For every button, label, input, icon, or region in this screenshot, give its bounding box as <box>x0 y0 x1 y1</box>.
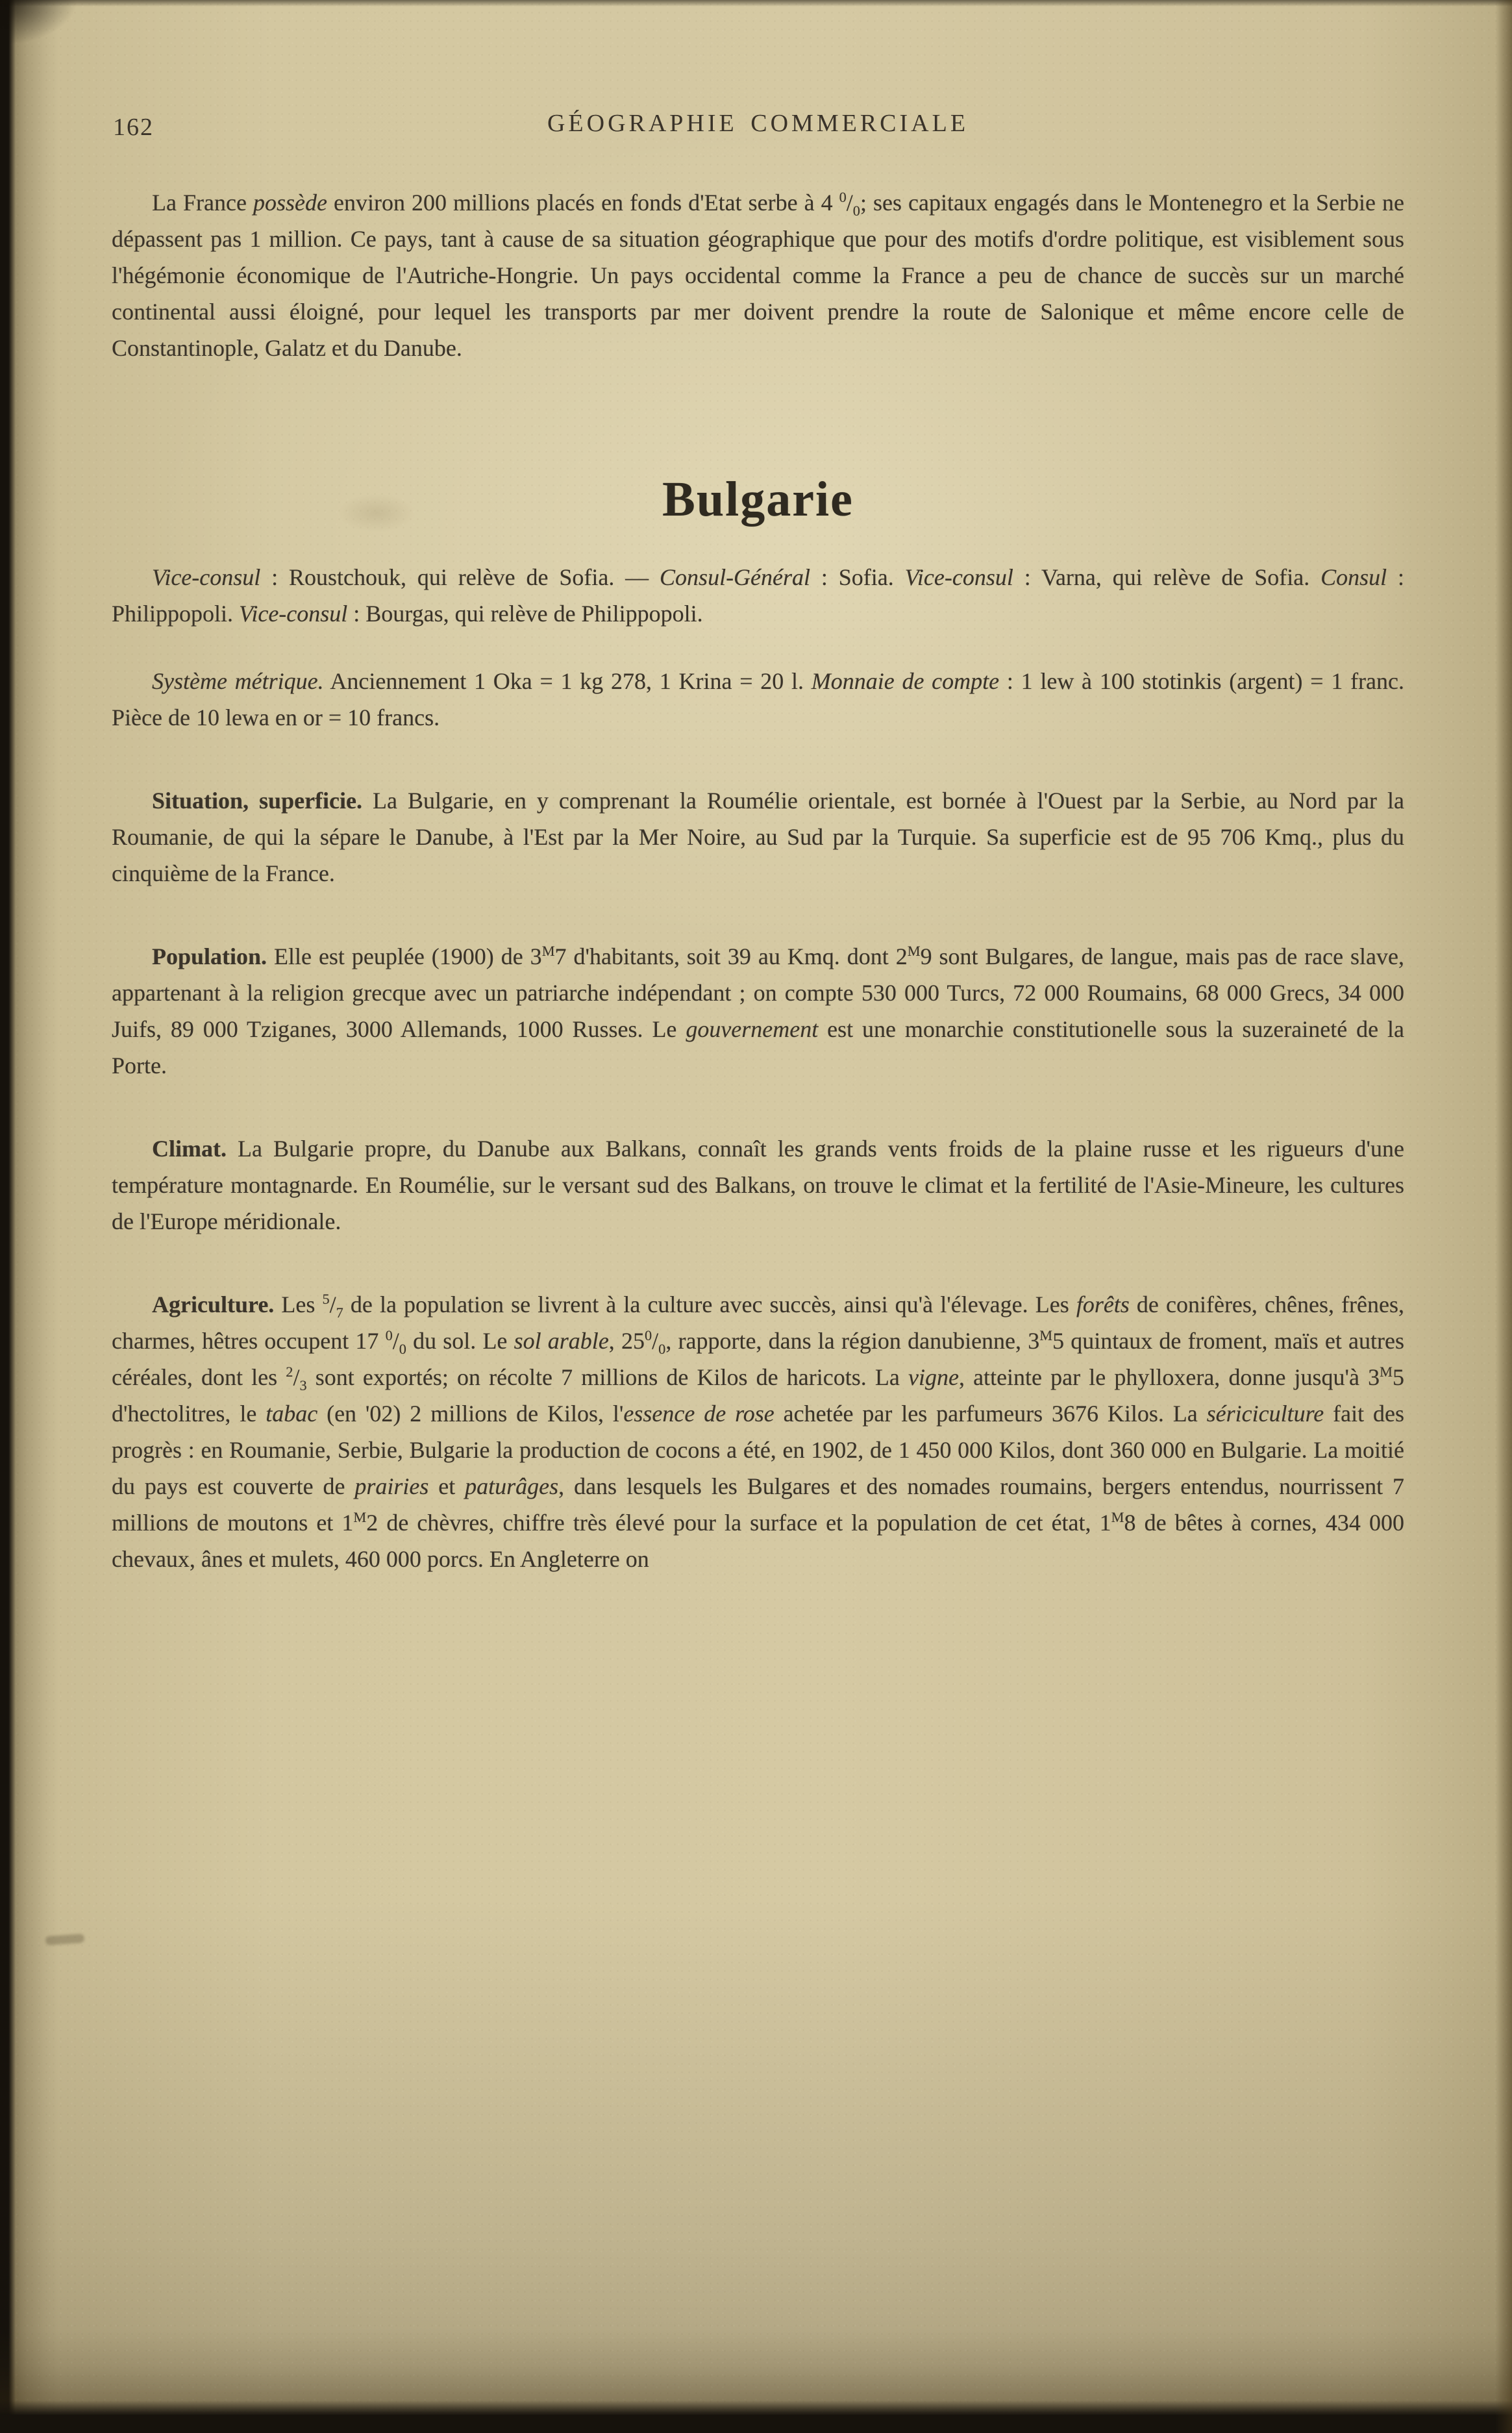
paragraph-intro: La France possède environ 200 millions placés en fonds d'Etat serbe à 4 $^0/_0$; ses capitaux engagés dans le Montenegro et la Serbie ne dépassent pas 1 million. Ce pays, tant à cause de sa situation géographique que pour des motifs d'ordre politique, est visiblement sous l'hégémonie économique de l'Autriche-Hongrie. Un pays occidental comme la France a peu de chance de succès sur un marché continental aussi éloigné, pour lequel les transports par mer doivent prendre la route de Salonique et même encore celle de Constantinople, Galatz et du Danube. <box>112 189 1404 361</box>
section-population: Population. Elle est peuplée (1900) de $3^M7$ d'habitants, soit 39 au Kmq. dont $2^M9$ sont Bulgares, de langue, mais pas de race slave, appartenant à la religion grecque avec un patriarche indépendant ; on compte 530 000 Turcs, 72 000 Roumains, 68 000 Grecs, 34 000 Juifs, 89 000 Tziganes, 3000 Allemands, 1000 Russes. Le gouvernement est une monarchie constitutionelle sous la suzeraineté de la Porte. <box>112 943 1405 1079</box>
section-agriculture: Agriculture. Les $^5/_7$ de la population se livrent à la culture avec succès, ainsi qu'à l'élevage. Les forêts de conifères, chênes, frênes, charmes, hêtres occupent 17 $^0/_0$ du sol. Le sol arable, $25^0/_0$, rapporte, dans la région danubienne, $3^M5$ quintaux de froment, maïs et autres céréales, dont les $^2/_3$ sont exportés; on récolte 7 millions de Kilos de haricots. La vigne, atteinte par le phylloxera, donne jusqu'à $3^M5$ d'hectolitres, le tabac (en '02) 2 millions de Kilos, l'essence de rose achetée par les parfumeurs 3676 Kilos. La sériciculture fait des progrès : en Roumanie, Serbie, Bulgarie la production de cocons a été, en 1902, de 1 450 000 Kilos, dont 360 000 en Bulgarie. La moitié du pays est couverte de prairies et paturâges, dans lesquels les Bulgares et des nomades roumains, bergers entendus, nourrissent 7 millions de moutons et $1^M2$ de chèvres, chiffre très élevé pour la surface et la population de cet état, $1^M8$ de bêtes à cornes, 434 000 chevaux, ânes et mulets, 460 000 porcs. En Angleterre on <box>112 1291 1405 1572</box>
page-number: 162 <box>113 114 154 141</box>
section-situation-superficie: Situation, superficie. La Bulgarie, en y comprenant la Roumélie orientale, est bornée à l'Ouest par la Serbie, au Nord par la Roumanie, de qui la sépare le Danube, à l'Est par la Mer Noire, au Sud par la Turquie. Sa superficie est de 95 706 Kmq., plus du cinquième de la France. <box>112 788 1404 886</box>
paragraph-metric-system: Système métrique. Anciennement 1 Oka = 1 kg 278, 1 Krina = 20 l. Monnaie de compte : 1 lew à 100 stotinkis (argent) = 1 franc. Pièce de 10 lewa en or = 10 francs. <box>112 668 1405 730</box>
section-climat: Climat. La Bulgarie propre, du Danube aux Balkans, connaît les grands vents froids de la plaine russe et les rigueurs d'une température montagnarde. En Roumélie, sur le versant sud des Balkans, on trouve le climat et la fertilité de l'Asie-Mineure, les cultures de l'Europe méridionale. <box>112 1136 1404 1234</box>
running-header <box>112 109 1404 147</box>
scan-edge-bottom <box>0 2401 1512 2433</box>
chapter-title: Bulgarie <box>662 472 854 527</box>
running-title: GÉOGRAPHIE COMMERCIALE <box>547 110 969 137</box>
paragraph-consuls: Vice-consul : Roustchouk, qui relève de Sofia. — Consul-Général : Sofia. Vice-consul : Varna, qui relève de Sofia. Consul : Philippopoli. Vice-consul : Bourgas, qui relève de Philippopoli. <box>112 564 1404 627</box>
margin-pencil-mark <box>45 1934 85 1945</box>
scan-shadow-bottom <box>0 2329 1512 2414</box>
